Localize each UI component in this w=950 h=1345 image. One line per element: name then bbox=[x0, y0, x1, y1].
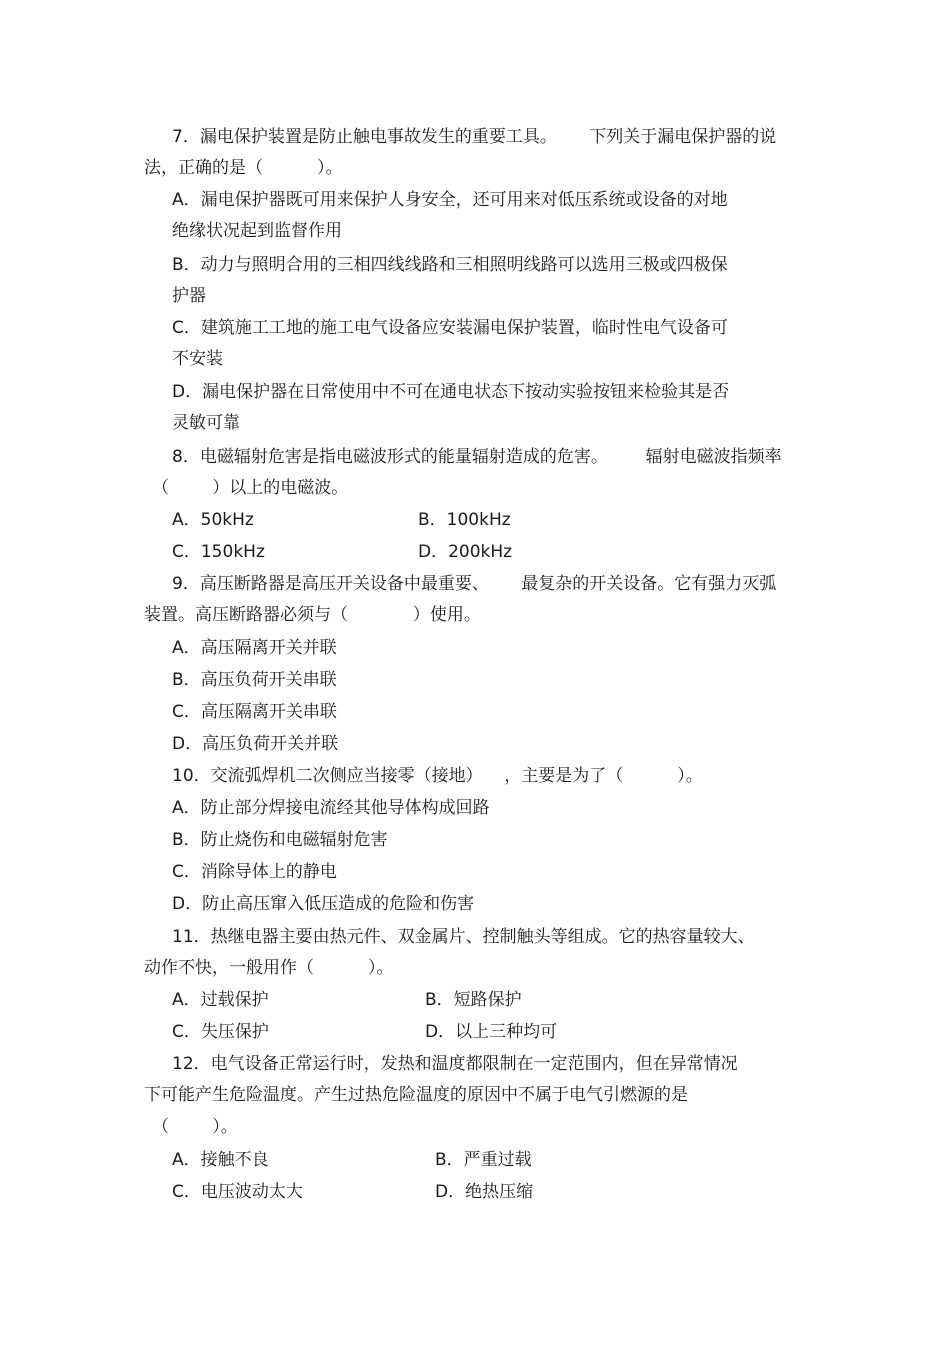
q12-option-d: D．绝热压缩 bbox=[435, 1182, 534, 1202]
q11-option-c: C．失压保护 bbox=[172, 1022, 269, 1042]
q7-option-a-line2: 绝缘状况起到监督作用 bbox=[172, 221, 342, 241]
q12-option-a: A．接触不良 bbox=[172, 1150, 269, 1170]
q9-stem-line2: 装置。高压断路器必须与（ ）使用。 bbox=[144, 605, 481, 625]
q10-option-a: A．防止部分焊接电流经其他导体构成回路 bbox=[172, 798, 490, 818]
q7-option-d-line2: 灵敏可靠 bbox=[172, 413, 240, 433]
q11-option-b: B．短路保护 bbox=[425, 990, 522, 1010]
q7-option-b-line1: B．动力与照明合用的三相四线线路和三相照明线路可以选用三极或四极保 bbox=[172, 255, 728, 275]
q9-option-d: D．高压负荷开关并联 bbox=[172, 734, 339, 754]
q11-option-d: D．以上三种均可 bbox=[425, 1022, 558, 1042]
q12-stem-line1: 12．电气设备正常运行时，发热和温度都限制在一定范围内，但在异常情况 bbox=[172, 1054, 738, 1074]
q7-stem-line2: 法，正确的是（ ）。 bbox=[144, 158, 343, 178]
q10-option-c: C．消除导体上的静电 bbox=[172, 862, 337, 882]
q7-option-c-line1: C．建筑施工工地的施工电气设备应安装漏电保护装置，临时性电气设备可 bbox=[172, 318, 728, 338]
q7-option-d-line1: D．漏电保护器在日常使用中不可在通电状态下按动实验按钮来检验其是否 bbox=[172, 382, 730, 402]
q10-stem-line1: 10．交流弧焊机二次侧应当接零（接地） ，主要是为了（ ）。 bbox=[172, 766, 703, 786]
q12-stem-line3: （ ）。 bbox=[152, 1117, 238, 1137]
q9-option-c: C．高压隔离开关串联 bbox=[172, 702, 337, 722]
q9-option-b: B．高压负荷开关串联 bbox=[172, 670, 337, 690]
q8-stem-line2: （ ）以上的电磁波。 bbox=[152, 478, 349, 498]
q8-option-a: A．50kHz bbox=[172, 510, 254, 530]
q12-option-b: B．严重过载 bbox=[435, 1150, 532, 1170]
q12-option-c: C．电压波动太大 bbox=[172, 1182, 303, 1202]
q7-option-a-line1: A．漏电保护器既可用来保护人身安全，还可用来对低压系统或设备的对地 bbox=[172, 190, 728, 210]
q8-stem-line1: 8．电磁辐射危害是指电磁波形式的能量辐射造成的危害。 辐射电磁波指频率 bbox=[172, 447, 782, 467]
q7-option-b-line2: 护器 bbox=[172, 286, 206, 306]
q12-stem-line2: 下可能产生危险温度。产生过热危险温度的原因中不属于电气引燃源的是 bbox=[144, 1085, 688, 1105]
q7-stem-line1: 7．漏电保护装置是防止触电事故发生的重要工具。 下列关于漏电保护器的说 bbox=[172, 127, 777, 147]
q10-option-b: B．防止烧伤和电磁辐射危害 bbox=[172, 830, 388, 850]
q7-option-c-line2: 不安装 bbox=[172, 349, 223, 369]
q11-stem-line1: 11．热继电器主要由热元件、双金属片、控制触头等组成。它的热容量较大、 bbox=[172, 927, 755, 947]
q10-option-d: D．防止高压窜入低压造成的危险和伤害 bbox=[172, 894, 475, 914]
q11-option-a: A．过载保护 bbox=[172, 990, 269, 1010]
q8-option-b: B．100kHz bbox=[418, 510, 511, 530]
q9-option-a: A．高压隔离开关并联 bbox=[172, 638, 337, 658]
q8-option-c: C．150kHz bbox=[172, 542, 265, 562]
q9-stem-line1: 9．高压断路器是高压开关设备中最重要、 最复杂的开关设备。它有强力灭弧 bbox=[172, 574, 777, 594]
q8-option-d: D．200kHz bbox=[418, 542, 513, 562]
q11-stem-line2: 动作不快，一般用作（ ）。 bbox=[144, 958, 394, 978]
